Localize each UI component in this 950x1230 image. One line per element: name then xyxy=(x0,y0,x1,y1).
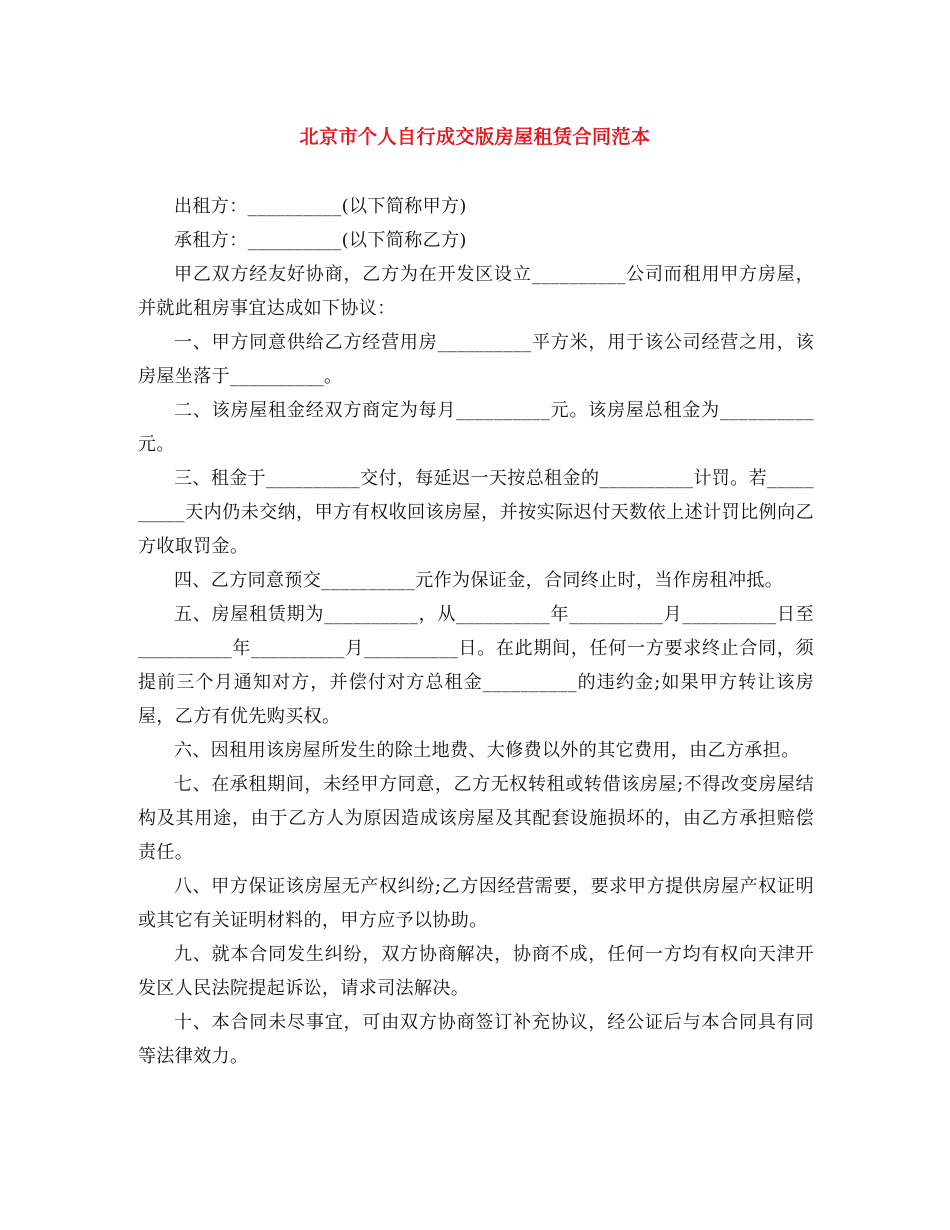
preamble-paragraph: 甲乙双方经友好协商，乙方为在开发区设立__________公司而租用甲方房屋，并就此租房事宜达成如下协议： xyxy=(138,264,814,319)
clause-3: 三、租金于__________交付，每延迟一天按总租金的__________计罚。若__________天内仍未交纳，甲方有权收回该房屋，并按实际迟付天数依上述计罚比例向乙方收取罚金。 xyxy=(138,468,814,557)
lessor-line: 出租方：__________(以下简称甲方) xyxy=(174,196,467,217)
document-title: 北京市个人自行成交版房屋租赁合同范本 xyxy=(299,126,651,148)
clause-1: 一、甲方同意供给乙方经营用房__________平方米，用于该公司经营之用，该房屋坐落于__________。 xyxy=(138,332,814,387)
lessee-line: 承租方：__________(以下简称乙方) xyxy=(174,230,467,251)
clause-2: 二、该房屋租金经双方商定为每月__________元。该房屋总租金为__________元。 xyxy=(138,400,814,455)
contract-body xyxy=(138,190,814,1074)
clause-4: 四、乙方同意预交__________元作为保证金，合同终止时，当作房租冲抵。 xyxy=(174,570,784,591)
clause-6: 六、因租用该房屋所发生的除土地费、大修费以外的其它费用，由乙方承担。 xyxy=(174,740,800,761)
clause-9: 九、就本合同发生纠纷，双方协商解决，协商不成，任何一方均有权向天津开发区人民法院提起诉讼，请求司法解决。 xyxy=(138,944,814,999)
clause-10: 十、本合同未尽事宜，可由双方协商签订补充协议，经公证后与本合同具有同等法律效力。 xyxy=(138,1012,814,1067)
clause-7: 七、在承租期间，未经甲方同意，乙方无权转租或转借该房屋;不得改变房屋结构及其用途，由于乙方人为原因造成该房屋及其配套设施损坏的，由乙方承担赔偿责任。 xyxy=(138,774,814,863)
clause-8: 八、甲方保证该房屋无产权纠纷;乙方因经营需要，要求甲方提供房屋产权证明或其它有关证明材料的，甲方应予以协助。 xyxy=(138,876,814,931)
clause-5: 五、房屋租赁期为__________，从__________年__________月__________日至__________年__________月__________日。在此期间，任何一方要求终止合同，须提前三个月通知对方，并偿付对方总租金__________的违约金;如果甲方转让该房屋，乙方有优先购买权。 xyxy=(138,604,814,727)
